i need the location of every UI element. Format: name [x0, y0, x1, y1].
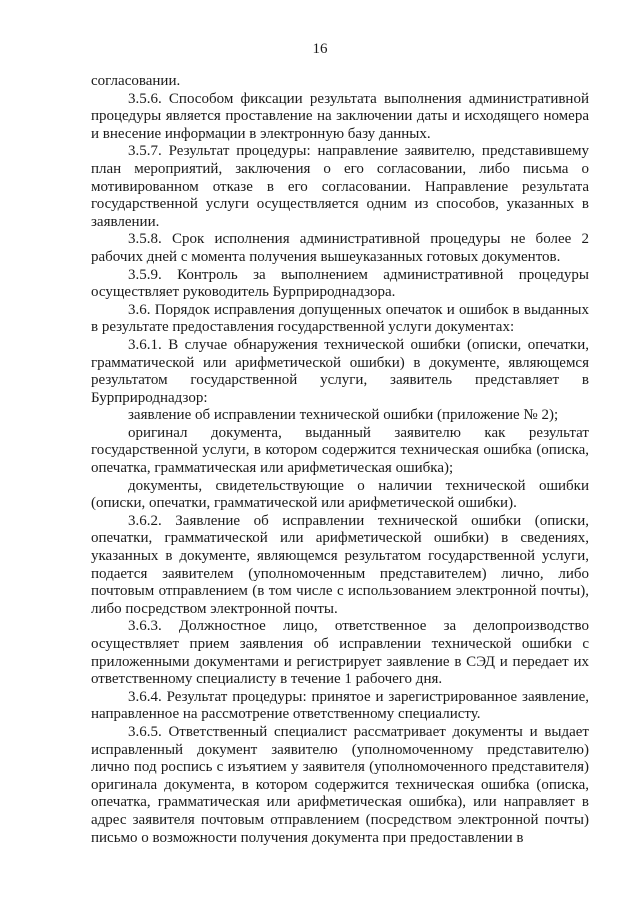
paragraph-3-6-5: 3.6.5. Ответственный специалист рассматривает документы и выдает исправленный документ заявителю (уполномоченному представителю) лично под роспись с изъятием у заявителя (уполномоченного представителя) оригинала документа, в котором содержится техническая ошибка (описка, опечатка, грамматическая или арифметическая ошибка), или направляет в адрес заявителя почтовым отправлением (посредством электронной почты) письмо о возможности получения документа при предоставлении в	[91, 723, 589, 846]
list-item-supporting-documents: документы, свидетельствующие о наличии технической ошибки (описки, опечатки, грамматической или арифметической ошибки).	[91, 477, 589, 512]
page-number: 16	[312, 41, 328, 57]
paragraph-3-6-2: 3.6.2. Заявление об исправлении технической ошибки (описки, опечатки, грамматической или арифметической ошибки) в сведениях, указанных в документе, являющемся результатом государственной услуги, подается заявителем (уполномоченным представителем) лично, либо почтовым отправлением (в том числе с использованием электронной почты), либо посредством электронной почты.	[91, 512, 589, 617]
paragraph-3-6-3: 3.6.3. Должностное лицо, ответственное за делопроизводство осуществляет прием заявления об исправлении технической ошибки с приложенными документами и регистрирует заявление в СЭД и передает их ответственному специалисту в течение 1 рабочего дня.	[91, 618, 589, 688]
paragraph-3-6-1: 3.6.1. В случае обнаружения технической ошибки (описки, опечатки, грамматической или арифметической ошибки) в документе, являющемся результатом государственной услуги, заявитель представляет в Бурприроднадзор:	[91, 336, 589, 406]
paragraph-3-6: 3.6. Порядок исправления допущенных опечаток и ошибок в выданных в результате предоставления государственной услуги документах:	[91, 301, 589, 336]
paragraph-3-5-9: 3.5.9. Контроль за выполнением административной процедуры осуществляет руководитель Бурприроднадзора.	[91, 266, 589, 301]
list-item-original-document: оригинал документа, выданный заявителю как результат государственной услуги, в котором содержится техническая ошибка (описка, опечатка, грамматическая или арифметическая ошибка);	[91, 424, 589, 477]
paragraph-3-5-7: 3.5.7. Результат процедуры: направление заявителю, представившему план мероприятий, заключения о его согласовании, либо письма о мотивированном отказе в его согласовании. Направление результата государственной услуги осуществляется одним из способов, указанных в заявлении.	[91, 143, 589, 230]
document-body	[91, 73, 589, 847]
paragraph-3-5-6: 3.5.6. Способом фиксации результата выполнения административной процедуры является проставление на заключении даты и исходящего номера и внесение информации в электронную базу данных.	[91, 90, 589, 142]
paragraph-3-5-8: 3.5.8. Срок исполнения административной процедуры не более 2 рабочих дней с момента получения вышеуказанных готовых документов.	[91, 231, 589, 265]
paragraph-3-6-4: 3.6.4. Результат процедуры: принятое и зарегистрированное заявление, направленное на рассмотрение ответственному специалисту.	[91, 688, 589, 723]
list-item-application: заявление об исправлении технической ошибки (приложение № 2);	[128, 407, 559, 424]
paragraph-continuation: согласовании.	[91, 73, 181, 89]
